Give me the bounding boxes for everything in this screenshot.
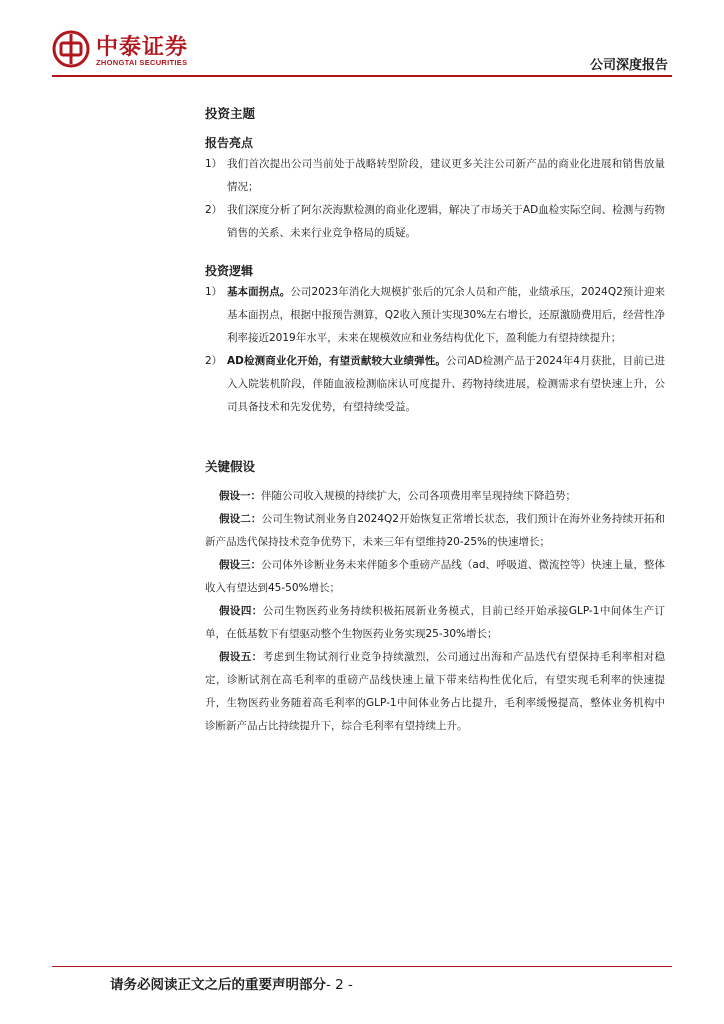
logic-text: 公司AD检测产品于2024年4月获批，目前已进入入院装机阶段，伴随血液检测临床认可度提升、药物持续进展，检测需求有望快速上升，公司具备技术和先发优势，有望持续受益。 [227, 355, 665, 413]
header-divider [52, 75, 672, 77]
highlight-item [205, 199, 665, 245]
assumption-item [205, 508, 665, 554]
assumption-text: 伴随公司收入规模的持续扩大，公司各项费用率呈现持续下降趋势； [261, 490, 576, 502]
assumption-text: 公司生物医药业务持续积极拓展新业务模式，目前已经开始承接GLP-1中间体生产订单，在低基数下有望驱动整个生物医药业务实现25-30%增长； [205, 605, 665, 640]
logo-text-cn: 中泰证券 [96, 35, 189, 60]
logic-list [205, 281, 665, 419]
assumption-label: 假设一： [219, 490, 261, 502]
list-number: 1） [205, 286, 223, 298]
logic-text: 公司2023年消化大规模扩张后的冗余人员和产能，业绩承压，2024Q2预计迎来基本面拐点，根据中报预告测算，Q2收入预计实现30%左右增长，还原激励费用后，经营性净利率接近2019年水平，未来在规模效应和业务结构优化下，盈利能力有望持续提升； [227, 286, 666, 344]
highlight-text: 我们深度分析了阿尔茨海默检测的商业化逻辑，解决了市场关于AD血检实际空间、检测与药物销售的关系、未来行业竞争格局的质疑。 [227, 204, 665, 239]
logic-text-block [227, 281, 665, 350]
page-number: - 2 - [326, 977, 353, 993]
list-number: 1） [205, 158, 223, 170]
assumption-label: 假设三： [219, 559, 262, 571]
main-content [205, 104, 665, 738]
highlights-list [205, 153, 665, 245]
assumption-item [205, 485, 665, 508]
section-title-investment-theme: 投资主题 [205, 106, 256, 121]
page-footer [110, 973, 353, 993]
assumption-item [205, 646, 665, 738]
logic-lead: 基本面拐点。 [227, 286, 291, 298]
assumption-label: 假设五： [219, 651, 263, 663]
logic-lead: AD检测商业化开始，有望贡献较大业绩弹性。 [227, 355, 446, 367]
logic-text-block [227, 350, 665, 419]
highlight-text: 我们首次提出公司当前处于战略转型阶段，建议更多关注公司新产品的商业化进展和销售放量情况； [227, 158, 665, 193]
list-number: 2） [205, 355, 223, 367]
logo-text-en: ZHONGTAI SECURITIES [96, 58, 188, 67]
report-type-label: 公司深度报告 [589, 58, 668, 73]
logic-item [205, 350, 665, 419]
page-header [0, 0, 724, 80]
list-number: 2） [205, 204, 223, 216]
assumption-item [205, 600, 665, 646]
assumption-label: 假设二： [219, 513, 262, 525]
assumption-text: 公司体外诊断业务未来伴随多个重磅产品线（ad、呼吸道、微流控等）快速上量，整体收入有望达到45-50%增长； [205, 559, 665, 594]
assumption-text: 公司生物试剂业务自2024Q2开始恢复正常增长状态，我们预计在海外业务持续开拓和新产品迭代保持技术竞争优势下，未来三年有望维持20-25%的快速增长； [205, 513, 665, 548]
zhongtai-logo-icon [52, 30, 90, 68]
assumption-label: 假设四： [219, 605, 263, 617]
highlight-item [205, 153, 665, 199]
subsection-title-highlights: 报告亮点 [205, 136, 254, 150]
assumption-text: 考虑到生物试剂行业竞争持续激烈，公司通过出海和产品迭代有望保持毛利率相对稳定，诊断试剂在高毛利率的重磅产品线快速上量下带来结构性优化后，有望实现毛利率的快速提升，生物医药业务随着高毛利率的GLP-1中间体业务占比提升，毛利率缓慢提高，整体业务机构中诊断新产品占比持续提升下，综合毛利率有望持续上升。 [205, 651, 666, 732]
subsection-title-logic: 投资逻辑 [205, 264, 254, 278]
assumptions-list [205, 485, 665, 738]
disclaimer-notice: 请务必阅读正文之后的重要声明部分 [110, 977, 326, 993]
logic-item [205, 281, 665, 350]
section-title-key-assumptions: 关键假设 [205, 459, 256, 474]
footer-divider [52, 966, 672, 967]
assumption-item [205, 554, 665, 600]
